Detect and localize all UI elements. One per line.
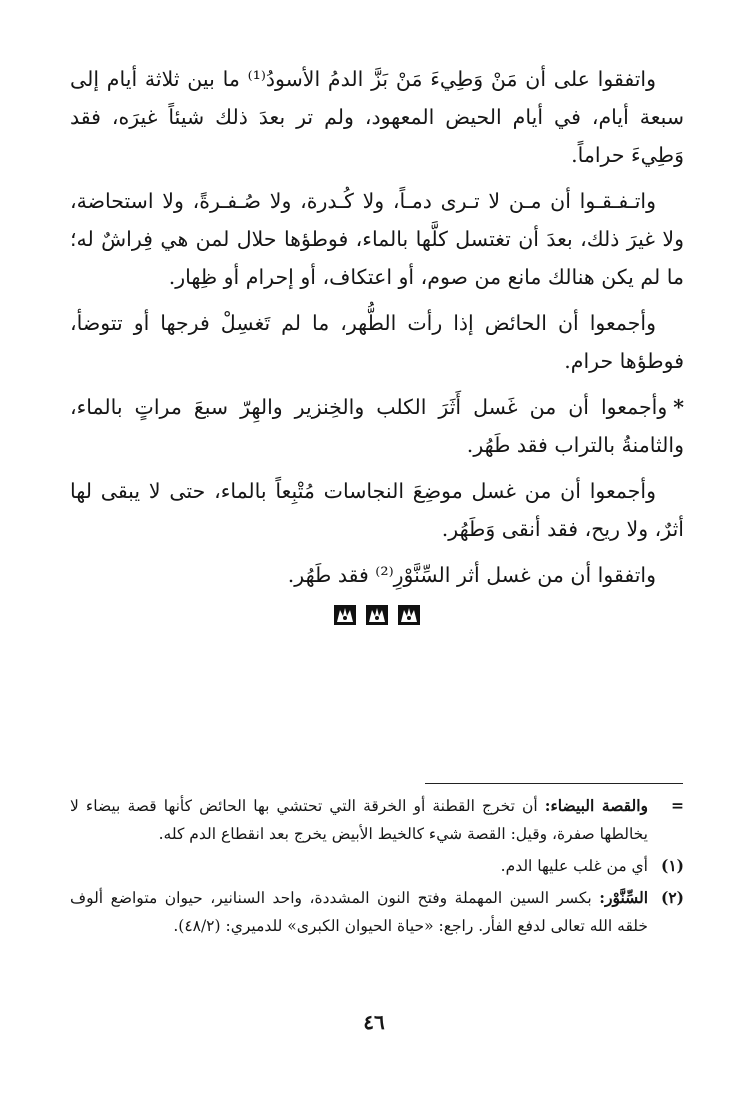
footnote-body bbox=[70, 792, 648, 848]
footnote-body bbox=[70, 884, 648, 940]
footnote-text: أي من غلب عليها الدم. bbox=[500, 857, 648, 875]
paragraph-text: وأجمعوا أن من غَسل أَثَرَ الكلب والخِنزير والهِرّ سبعَ مراتٍ بالماء، والثامنةُ بالتراب فقد طَهُر. bbox=[70, 395, 684, 457]
ornament-icon bbox=[365, 604, 389, 626]
section-ornament bbox=[70, 604, 684, 634]
footnotes bbox=[70, 792, 684, 944]
footnote-mark: (١) bbox=[660, 856, 684, 875]
starred-paragraph bbox=[70, 388, 684, 464]
footnote-1 bbox=[70, 852, 684, 880]
footnote-2 bbox=[70, 884, 684, 940]
footnote-mark: (٢) bbox=[660, 888, 684, 907]
footnote-term: السِّنَّوْر: bbox=[599, 888, 648, 907]
paragraph: وأجمعوا أن الحائض إذا رأت الطُّهر، ما لم تَغسِلْ فرجها أو تتوضأ، فوطؤها حرام. bbox=[70, 311, 684, 373]
ornament-icon bbox=[397, 604, 421, 626]
footnote-body bbox=[70, 852, 648, 880]
footnote-text: بكسر السين المهملة وفتح النون المشددة، واحد السنانير، حيوان متواضع ألوف خلقه الله تعالى لدفع الفأر. راجع: «حياة الحيوان الكبرى» للدميري: (٤٨/٢). bbox=[70, 889, 648, 935]
ornament-icon bbox=[333, 604, 357, 626]
paragraph: واتفقوا على أن مَنْ وَطِيءَ مَنْ بَزَّ الدمُ الأسودُ⁽¹⁾ ما بين ثلاثة أيام إلى سبعة أيام، في أيام الحيض المعهود، ولم تر بعدَ ذلك شيئاً غيرَه، فقد وَطِيءَ حراماً. bbox=[70, 67, 684, 167]
star-mark: * bbox=[673, 395, 684, 419]
footnote-separator bbox=[425, 783, 683, 784]
paragraph: وأجمعوا أن من غسل موضِعَ النجاسات مُتْبِعاً بالماء، حتى لا يبقى لها أثرٌ، ولا ريح، فقد أنقى وَطَهُر. bbox=[70, 479, 684, 541]
footnote-term: والقصة البيضاء: bbox=[544, 796, 649, 815]
footnote-continuation bbox=[70, 792, 684, 848]
page-number: ٤٦ bbox=[363, 1010, 385, 1034]
footnote-text: أن تخرج القطنة أو الخرقة التي تحتشي بها الحائض كأنها قصة بيضاء لا يخالطها صفرة، وقيل: القصة شيء كالخيط الأبيض يخرج بعد انقطاع الدم كله. bbox=[70, 797, 648, 843]
paragraph: واتـفـقـوا أن مـن لا تـرى دمـاً، ولا كُـدرة، ولا صُـفـرةً، ولا استحاضة، ولا غيرَ ذلك، بعدَ أن تغتسل كلَّها بالماء، فوطؤها حلال لمن هي فِراشٌ له؛ ما لم يكن هنالك مانع من صوم، أو اعتكاف، أو إحرام أو ظِهار. bbox=[70, 189, 684, 289]
main-text bbox=[70, 60, 684, 634]
paragraph: واتفقوا أن من غسل أثر السِّنَّوْرِ⁽²⁾ فقد طَهُر. bbox=[287, 563, 656, 587]
footnote-mark: = bbox=[671, 796, 684, 815]
